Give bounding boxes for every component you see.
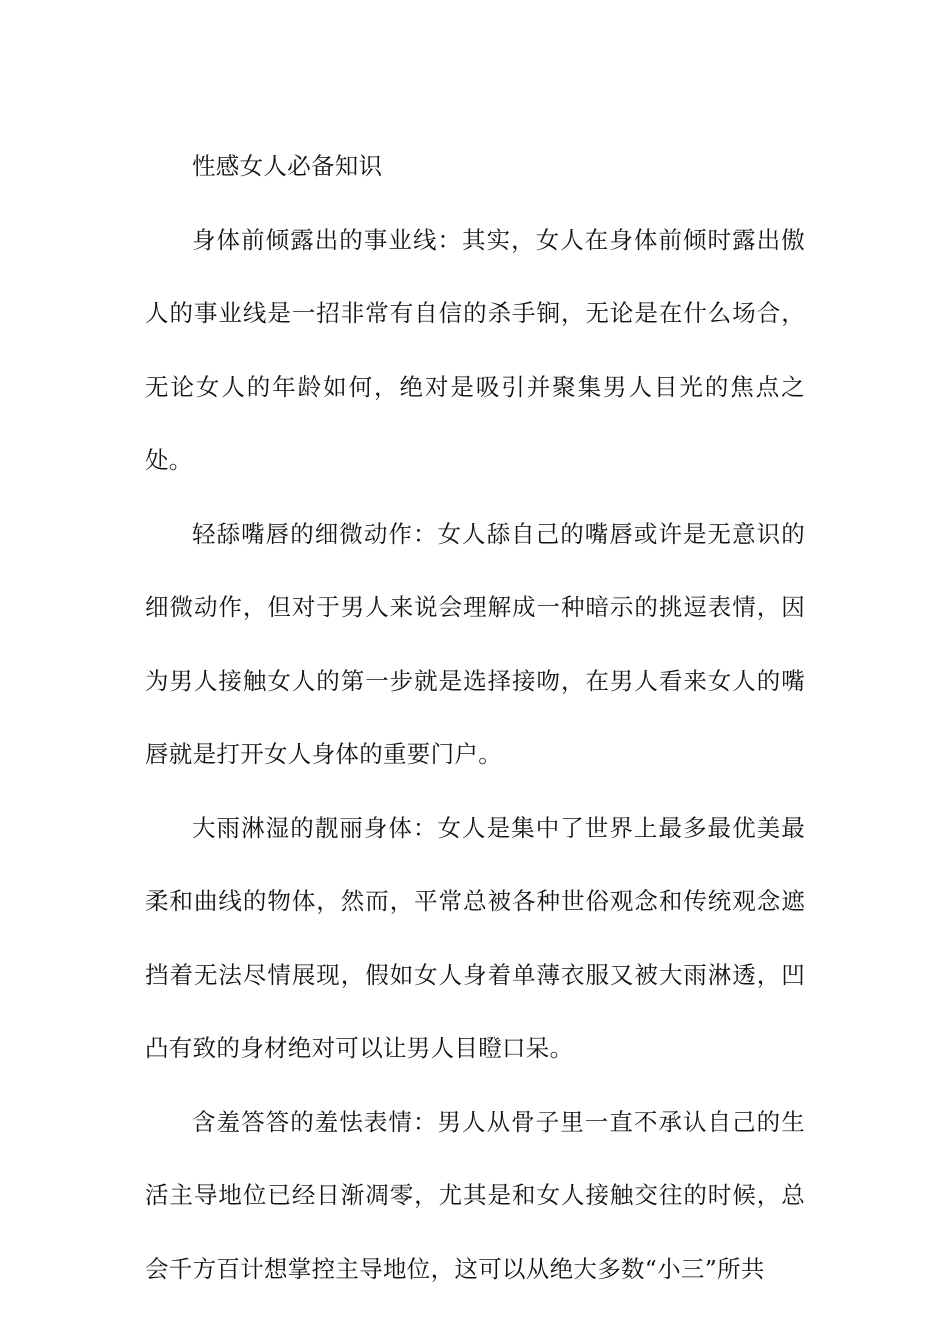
paragraph-shy: 含羞答答的羞怯表情：男人从骨子里一直不承认自己的生活主导地位已经日渐凋零，尤其是和女人接触交往的时候，总会千方百计想掌控主导地位，这可以从绝大多数“小三”所共 <box>145 1107 805 1283</box>
paragraph-lips: 轻舔嘴唇的细微动作：女人舔自己的嘴唇或许是无意识的细微动作，但对于男人来说会理解成一种暗示的挑逗表情，因为男人接触女人的第一步就是选择接吻，在男人看来女人的嘴唇就是打开女人身体的重要门户。 <box>145 519 805 768</box>
paragraph-cleavage: 身体前倾露出的事业线：其实，女人在身体前倾时露出傲人的事业线是一招非常有自信的杀手锏，无论是在什么场合，无论女人的年龄如何，绝对是吸引并聚集男人目光的焦点之处。 <box>145 225 805 474</box>
paragraph-rain: 大雨淋湿的靓丽身体：女人是集中了世界上最多最优美最柔和曲线的物体，然而，平常总被各种世俗观念和传统观念遮挡着无法尽情展现，假如女人身着单薄衣服又被大雨淋透，凹凸有致的身材绝对可以让男人目瞪口呆。 <box>145 813 805 1062</box>
document-body <box>145 130 805 1306</box>
document-title: 性感女人必备知识 <box>192 152 383 180</box>
